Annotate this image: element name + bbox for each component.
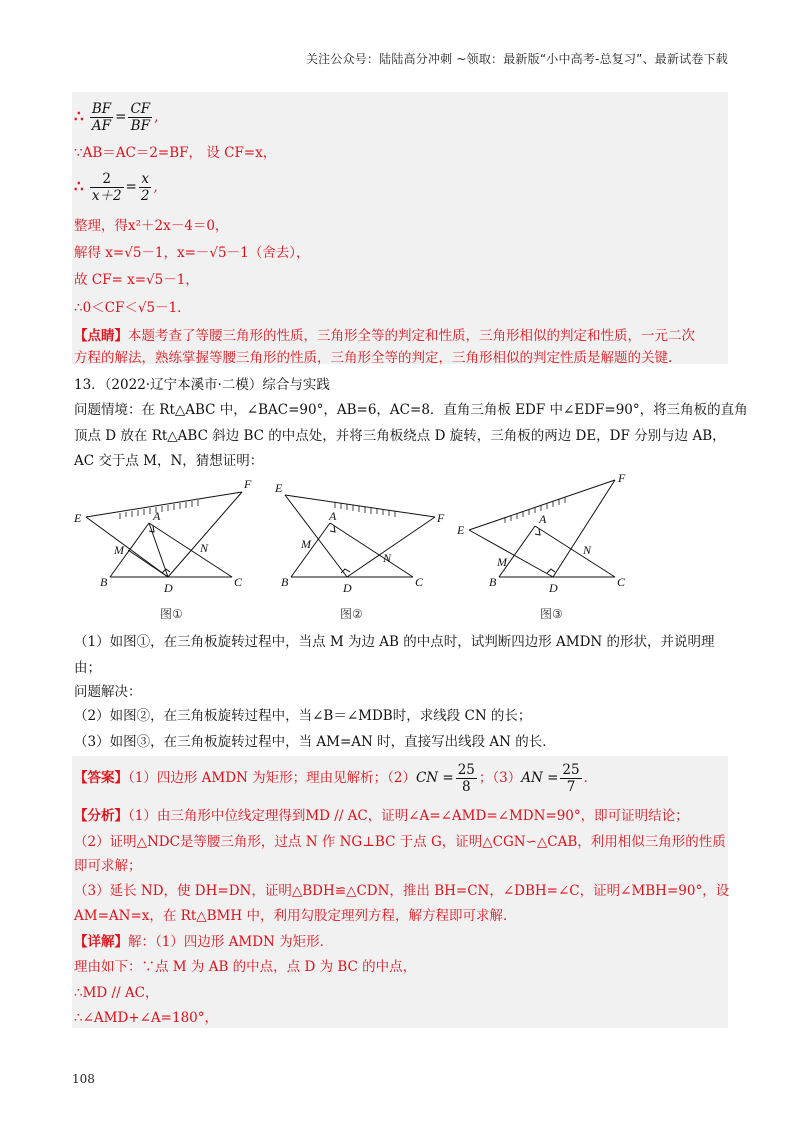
given-line: ∵AB＝AC＝2=BF， 设 CF=x， <box>74 145 277 161</box>
label-m-2: M <box>301 537 311 551</box>
question-3: （3）如图③，在三角板旋转过程中，当 AM=AN 时，直接写出线段 AN 的长． <box>74 734 556 750</box>
label-n-3: N <box>583 543 592 557</box>
label-d-1: D <box>164 581 173 595</box>
fraction-2-x2: $\frac{2}{x+2}$ <box>91 171 122 204</box>
analysis-line-2: （2）证明△NDC是等腰三角形，过点 N 作 NG⊥BC 于点 G，证明△CGN∽△CAB，利用相似三角形的性质 <box>74 834 726 850</box>
fraction-cf-bf: $\frac{CF}{BF}$ <box>130 101 151 134</box>
fraction-x-2: $\frac{x}{2}$ <box>140 171 150 204</box>
fraction-equation-1: ∴ $\frac{BF}{AF}$ = $\frac{CF}{BF}$ , <box>74 101 159 134</box>
label-b-2: B <box>281 575 289 589</box>
answer-line: 【答案】（1）四边形 AMDN 为矩形；理由见解析；（2）CN = $\frac{25}{8}$ ；（3）AN = $\frac{25}{7}$ ． <box>74 762 598 795</box>
problem-title: 13．（2022·辽宁本溪市·二模）综合与实践 <box>74 377 330 393</box>
fraction-25-7: $\frac{25}{7}$ <box>562 762 580 795</box>
fraction-bf-af: $\frac{BF}{AF}$ <box>91 101 112 134</box>
fraction-equation-2: ∴ $\frac{2}{x+2}$ = $\frac{x}{2}$ , <box>74 171 158 204</box>
solution-line: 解得 x=√5－1，x=－√5－1（舍去）， <box>74 245 310 261</box>
label-e-1: E <box>74 511 82 525</box>
range-line: ∴0＜CF＜√5－1． <box>74 300 191 316</box>
label-e-2: E <box>275 481 283 495</box>
page-number: 108 <box>72 1072 95 1086</box>
analysis-line-3: 即可求解； <box>74 858 142 874</box>
label-d-3: D <box>549 581 558 595</box>
label-a-3: A <box>539 512 547 526</box>
label-c-3: C <box>617 575 626 589</box>
figure-2 <box>275 470 475 595</box>
label-n-2: N <box>383 551 392 565</box>
label-f-1: F <box>244 477 252 491</box>
page-header: 关注公众号：陆陆高分冲刺 ~领取：最新版“小中高考-总复习”、最新试卷下载 <box>305 52 728 66</box>
problem-text-2: 顶点 D 放在 Rt△ABC 斜边 BC 的中点处，并将三角板绕点 D 旋转，三角板的两边 DE，DF 分别与边 AB， <box>74 428 726 444</box>
figure-caption-3: 图③ <box>540 607 563 621</box>
label-b-3: B <box>489 575 497 589</box>
figure-3 <box>455 470 655 595</box>
detail-line-4: ∴∠AMD+∠A=180°， <box>74 1010 218 1026</box>
cf-line: 故 CF= x=√5－1， <box>74 272 199 288</box>
detail-line-3: ∴MD // AC， <box>74 985 159 1001</box>
label-d-2: D <box>343 581 352 595</box>
detail-line-2: 理由如下：∵点 M 为 AB 的中点，点 D 为 BC 的中点， <box>74 959 417 975</box>
label-m-3: M <box>497 555 507 569</box>
question-2: （2）如图②，在三角板旋转过程中，当∠B＝∠MDB时，求线段 CN 的长； <box>74 708 532 724</box>
detail-line-1: 【详解】解：（1）四边形 AMDN 为矩形． <box>74 934 334 950</box>
figure-caption-1: 图① <box>160 607 183 621</box>
figure-1 <box>72 470 272 595</box>
label-c-1: C <box>234 575 243 589</box>
analysis-line-1: 【分析】（1）由三角形中位线定理得到MD // AC，证明∠A=∠AMD=∠MDN=90°，即可证明结论； <box>74 808 689 824</box>
label-a-2: A <box>329 509 337 523</box>
question-1b: 由； <box>74 660 101 676</box>
analysis-line-5: AM=AN=x，在 Rt△BMH 中，利用勾股定理列方程，解方程即可求解． <box>74 908 517 924</box>
comment-line-2: 方程的解法，熟练掌握等腰三角形的性质，三角形全等的判定，三角形相似的判定性质是解题的关键. <box>74 350 673 366</box>
figure-caption-2: 图② <box>340 607 363 621</box>
question-1a: （1）如图①，在三角板旋转过程中，当点 M 为边 AB 的中点时，试判断四边形 AMDN 的形状，并说明理 <box>74 634 715 650</box>
fraction-25-8: $\frac{25}{8}$ <box>457 762 475 795</box>
problem-text-3: AC 交于点 M，N，猜想证明： <box>74 453 264 469</box>
problem-text-1: 问题情境：在 Rt△ABC 中，∠BAC=90°，AB=6，AC=8．直角三角板 EDF 中∠EDF=90°，将三角板的直角 <box>74 402 748 418</box>
comment-line-1: 【点睛】本题考查了等腰三角形的性质，三角形全等的判定和性质，三角形相似的判定和性质，一元二次 <box>74 328 695 344</box>
label-a-1: A <box>153 509 161 523</box>
label-f-2: F <box>437 511 445 525</box>
analysis-line-4: （3）延长 ND，使 DH=DN，证明△BDH≌△CDN，推出 BH=CN，∠DBH=∠C，证明∠MBH=90°，设 <box>74 883 730 899</box>
problem-solve-heading: 问题解决： <box>74 684 142 700</box>
label-c-2: C <box>415 575 424 589</box>
label-m-1: M <box>114 543 124 557</box>
label-f-3: F <box>618 471 626 485</box>
simplify-line: 整理，得x²＋2x－4＝0， <box>74 218 229 234</box>
label-b-1: B <box>100 575 108 589</box>
label-n-1: N <box>200 541 209 555</box>
label-e-3: E <box>457 523 465 537</box>
